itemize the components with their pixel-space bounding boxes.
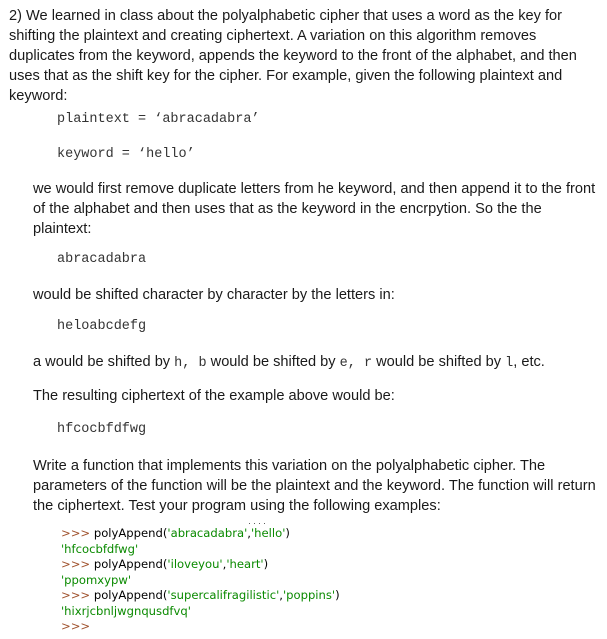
repl-output-1: 'hfcocbfdfwg' [61,541,139,556]
code-ciphertext: hfcocbfdfwg [57,422,147,437]
resulting-paragraph: The resulting ciphertext of the example above would be: [33,388,395,404]
repl-input-3 [61,588,340,604]
repl-function-call: polyAppend( [93,588,168,602]
code-shift-key: heloabcdefg [57,319,147,334]
python-repl-examples [61,526,340,635]
repl-arg-keyword: 'hello' [250,526,286,540]
shift-text-2: would be shifted by [206,354,340,370]
code-keyword: keyword = ‘hello’ [57,147,195,162]
repl-input-1 [61,526,340,542]
repl-separator: , [279,588,283,602]
code-abracadabra: abracadabra [57,252,147,267]
spellcheck-dots: ···· [248,518,268,528]
repl-arg-plaintext: 'iloveyou' [167,557,223,571]
repl-prompt: >>> [61,588,94,602]
shift-mono-b: b [198,356,207,371]
shift-mono-r: r [363,356,373,371]
repl-close-paren: ) [335,588,340,602]
repl-arg-plaintext: 'supercalifragilistic' [167,588,280,602]
shift-text-4: , etc. [513,354,545,370]
code-plaintext: plaintext = ‘abracadabra’ [57,112,260,127]
repl-prompt: >>> [61,557,94,571]
repl-last-prompt: >>> [61,619,91,633]
shifted-by-paragraph: would be shifted character by character by the letters in: [33,287,395,303]
repl-arg-plaintext: 'abracadabra' [167,526,248,540]
shift-explanation-line [33,352,599,374]
repl-arg-keyword: 'heart' [226,557,264,571]
shift-text-1: a would be shifted by [33,354,175,370]
repl-output-3: 'hixrjcbnljwgnqusdfvq' [61,603,191,618]
repl-separator: , [247,526,251,540]
repl-arg-keyword: 'poppins' [282,588,336,602]
task-paragraph: Write a function that implements this variation on the polyalphabetic cipher. The parameters of the function will be the plaintext and the keyword. The function will return the ciphertext. Test your program using the following examples: [33,458,596,514]
shift-mono-e: e, [339,356,364,371]
repl-function-call: polyAppend( [93,557,168,571]
explain-paragraph: we would first remove duplicate letters from he keyword, and then append it to the front of the alphabet and then uses that as the keyword in the encrpytion. So the the plaintext: [33,181,596,237]
repl-close-paren: ) [263,557,269,571]
repl-output-2: 'ppomxypw' [61,572,132,587]
repl-input-2 [61,557,340,573]
repl-close-paren: ) [285,526,290,540]
repl-separator: , [222,557,227,571]
repl-function-call: polyAppend( [93,526,168,540]
shift-text-3: would be shifted by [372,354,506,370]
intro-paragraph: 2) We learned in class about the polyalphabetic cipher that uses a word as the key for shifting the plaintext and creating ciphertext. A variation on this algorithm removes duplicates from the keyword, appends the keyword to the front of the alphabet, and then uses that as the shift key for the cipher. For example, given the following plaintext and keyword: [9,8,577,104]
repl-prompt: >>> [61,526,94,540]
shift-mono-h: h, [174,356,199,371]
shift-mono-l: l [505,356,514,371]
